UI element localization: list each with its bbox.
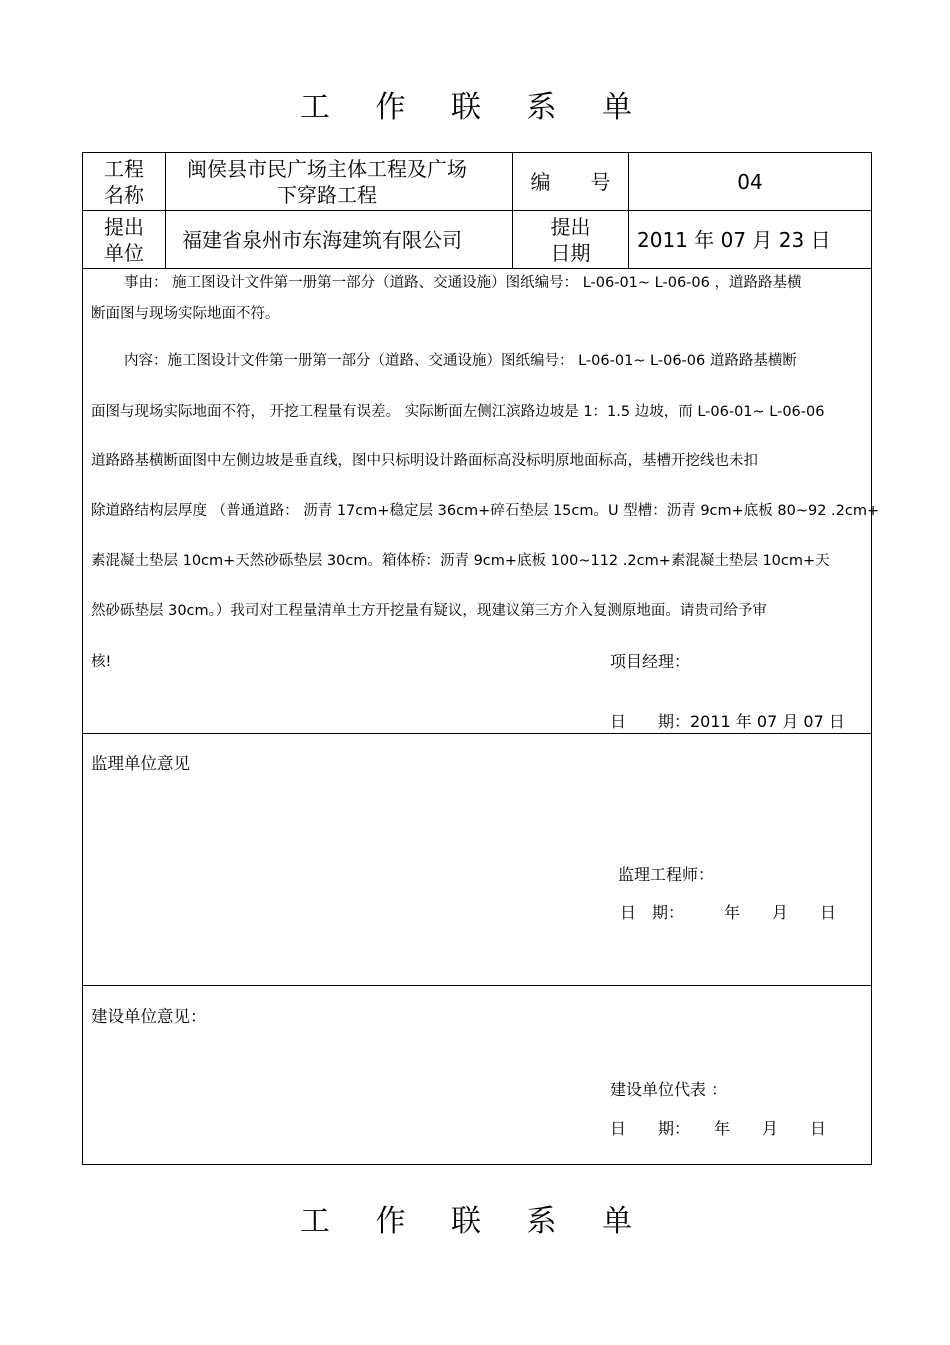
submitter-value: 福建省泉州市东海建筑有限公司 (182, 227, 462, 252)
submit-date-label (513, 211, 628, 268)
value-line: 下穿路工程 (277, 182, 377, 207)
owner-date-line: 日 期： 年 月 日 (610, 1119, 827, 1138)
next-page-title: 工 作 联 系 单 (299, 1204, 651, 1239)
section-divider (82, 985, 872, 986)
project-manager-label: 项目经理： (610, 652, 691, 671)
label-line: 名称 (104, 182, 144, 207)
label-line: 工程 (104, 156, 144, 181)
owner-representative-label: 建设单位代表 ： (610, 1080, 728, 1099)
project-name-label (83, 153, 165, 210)
body-line: 素混凝土垫层 10cm+天然砂砾垫层 30cm。箱体桥：沥青 9cm+底板 100~112 .2cm+素混凝土垫层 10cm+天 (91, 553, 830, 569)
number-value: 04 (737, 169, 763, 194)
label-line: 单位 (104, 240, 144, 265)
body-line: 核! (91, 654, 112, 670)
supervising-engineer-label: 监理工程师： (618, 865, 715, 884)
supervision-date-line: 日 期： 年 月 日 (620, 903, 837, 922)
label-line: 日期 (550, 240, 591, 265)
document-title: 工 作 联 系 单 (299, 90, 651, 125)
label-line: 提出 (550, 214, 591, 239)
owner-heading: 建设单位意见： (91, 1007, 207, 1026)
body-line: 内容：施工图设计文件第一册第一部分（道路、交通设施）图纸编号： L-06-01~ L-06-06 道路路基横断 (124, 353, 797, 369)
body-line: 断面图与现场实际地面不符。 (91, 306, 280, 322)
body-line: 除道路结构层厚度 （普通道路： 沥青 17cm+稳定层 36cm+碎石垫层 15cm。U 型槽：沥青 9cm+底板 80~92 .2cm+ (91, 503, 880, 519)
body-line: 然砂砾垫层 30cm。）我司对工程量清单土方开挖量有疑议，现建议第三方介入复测原地面。请贵司给予审 (91, 603, 767, 619)
project-name-value (166, 153, 488, 210)
manager-date-line: 日 期：2011 年 07 月 07 日 (610, 712, 845, 731)
submitter-label (83, 211, 165, 268)
section-divider (82, 733, 872, 734)
submit-date-value: 2011 年 07 月 23 日 (637, 227, 831, 252)
value-line: 闽侯县市民广场主体工程及广场 (187, 156, 467, 181)
supervision-heading: 监理单位意见 (91, 754, 190, 773)
row-divider (82, 268, 872, 269)
body-line: 道路路基横断面图中左侧边坡是垂直线，图中只标明设计路面标高没标明原地面标高，基槽开挖线也未扣 (91, 453, 758, 469)
body-line: 面图与现场实际地面不符， 开挖工程量有误差。 实际断面左侧江滨路边坡是 1：1.5 边坡，而 L-06-01~ L-06-06 (91, 404, 825, 420)
body-line: 事由： 施工图设计文件第一册第一部分（道路、交通设施）图纸编号： L-06-01~ L-06-06 ，道路路基横 (124, 275, 802, 291)
number-label: 编 号 (530, 169, 611, 194)
label-line: 提出 (104, 214, 144, 239)
